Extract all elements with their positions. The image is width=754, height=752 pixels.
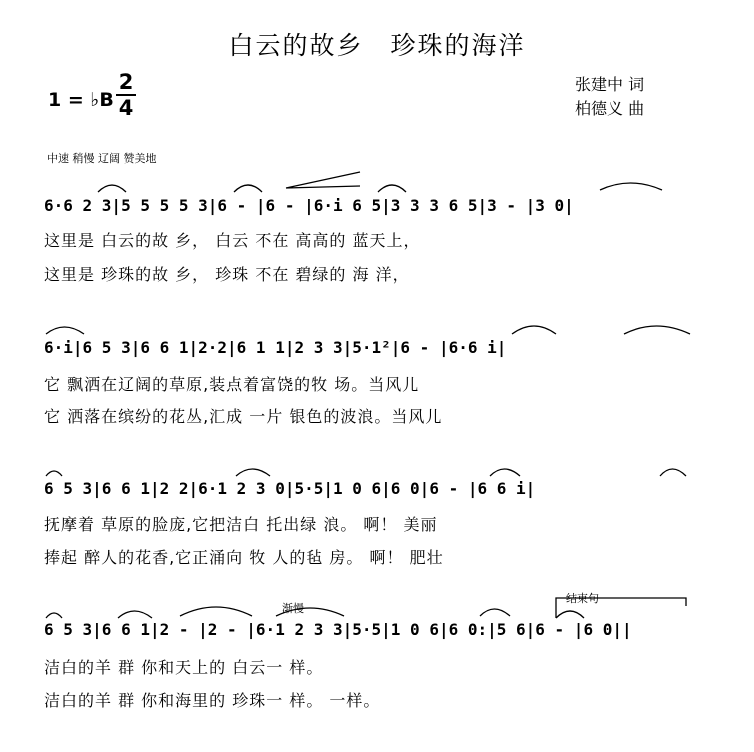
notation-line-4: 6 5 3|6 6 1|2 - |2 - |6·1 2 3 3|5·5|1 0 6|6 0:|5 6|6 - |6 0|| [44, 620, 632, 639]
slur [490, 469, 520, 476]
lyricist-credit: 张建中 词 [575, 75, 645, 94]
song-title: 白云的故乡 珍珠的海洋 [228, 31, 526, 60]
slur [624, 326, 690, 334]
notation-line-1: 6·6 2 3|5 5 5 5 3|6 - |6 - |6·i 6 5|3 3 3 6 5|3 - |3 0| [44, 196, 574, 215]
ending-bracket [556, 598, 686, 618]
slur [600, 183, 662, 190]
slur [234, 185, 262, 192]
slur [556, 611, 584, 618]
slur [660, 469, 686, 476]
tempo-marking: 中速 稍慢 辽阔 赞美地 [47, 152, 157, 165]
ritardando-marking: 渐慢 [282, 602, 304, 615]
slur [180, 607, 252, 616]
ending-marking: 结束句 [566, 592, 599, 605]
lyrics-line-4-verse-2: 洁白的羊 群 你和海里的 珍珠一 样。 一样。 [44, 691, 381, 710]
slur [236, 469, 270, 476]
lyrics-line-3-verse-1: 抚摩着 草原的脸庞,它把洁白 托出绿 浪。 啊！ 美丽 [44, 515, 438, 534]
slur [480, 609, 510, 616]
meter-top: 2 [118, 70, 134, 94]
lyrics-line-1-verse-2: 这里是 珍珠的故 乡， 珍珠 不在 碧绿的 海 洋， [44, 265, 410, 284]
crescendo-hairpin [286, 172, 360, 188]
lyrics-line-3-verse-2: 捧起 醉人的花香,它正涌向 牧 人的毡 房。 啊！ 肥壮 [44, 548, 444, 567]
slur [118, 611, 152, 618]
meter-bottom: 4 [118, 96, 134, 120]
composer-credit: 柏德义 曲 [575, 99, 645, 118]
slur [46, 327, 84, 334]
notation-line-3: 6 5 3|6 6 1|2 2|6·1 2 3 0|5·5|1 0 6|6 0|6 - |6 6 i| [44, 479, 536, 498]
slur [98, 185, 126, 192]
lyrics-line-2-verse-2: 它 洒落在缤纷的花丛,汇成 一片 银色的波浪。当风儿 [44, 407, 443, 426]
lyrics-line-2-verse-1: 它 飘洒在辽阔的草原,装点着富饶的牧 场。当风儿 [44, 375, 420, 394]
lyrics-line-1-verse-1: 这里是 白云的故 乡， 白云 不在 高高的 蓝天上， [44, 231, 421, 250]
lyrics-line-4-verse-1: 洁白的羊 群 你和天上的 白云一 样。 [44, 658, 324, 677]
slur [378, 185, 406, 192]
notation-line-2: 6·i|6 5 3|6 6 1|2·2|6 1 1|2 3 3|5·1²|6 - |6·6 i| [44, 338, 507, 357]
slur [512, 326, 556, 334]
slur [46, 471, 62, 476]
slur [46, 613, 62, 618]
slur [276, 608, 344, 616]
key-signature: 1 = ♭B [48, 89, 114, 111]
